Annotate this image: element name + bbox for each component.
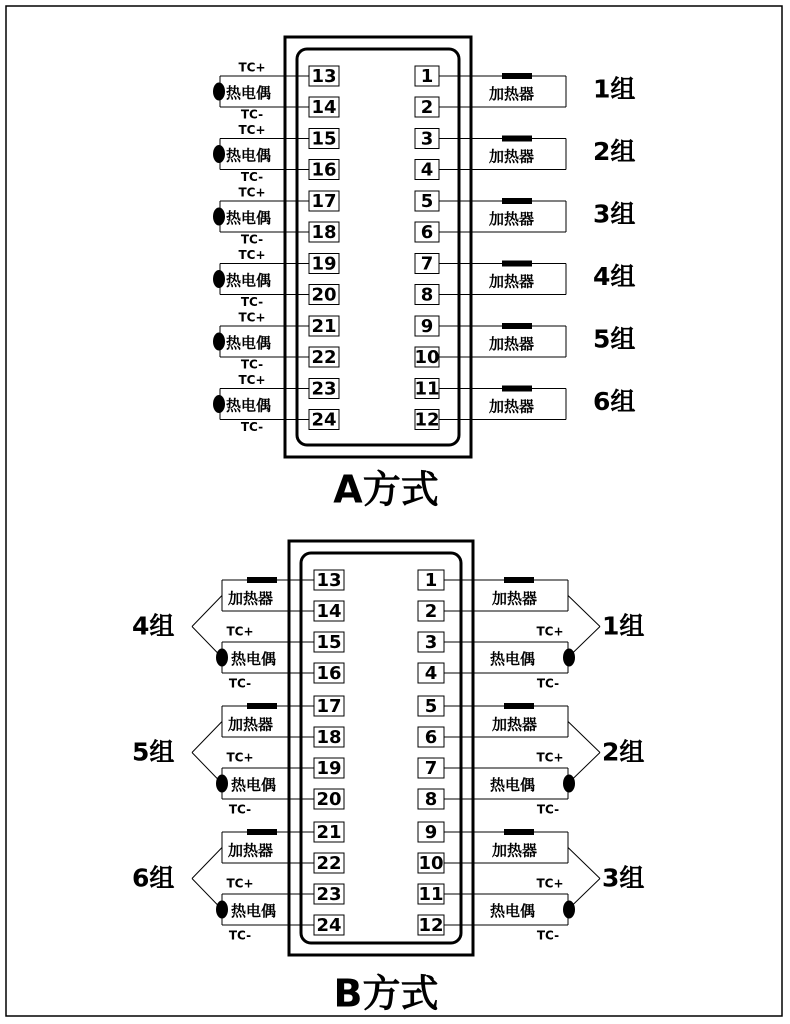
b-group-1组-tc-junction — [563, 649, 575, 667]
b-pin-6: 6 — [424, 727, 438, 748]
b-pin-20: 20 — [316, 789, 342, 810]
b-pin-2: 2 — [424, 601, 438, 622]
a-group-5-pin-21: 21 — [311, 316, 337, 337]
a-group-5-pin-10: 10 — [414, 347, 440, 368]
b-group-3组-brace-upper — [568, 848, 600, 879]
b-group-5组-brace-lower — [192, 753, 222, 784]
a-group-4-pin-19: 19 — [311, 253, 337, 275]
b-pin-10: 10 — [418, 853, 444, 874]
a-group-3-pin-5: 5 — [420, 191, 434, 212]
b-group-6组-brace-upper — [192, 848, 222, 879]
b-pin-21: 21 — [316, 822, 342, 843]
b-group-5组-brace-upper — [192, 722, 222, 753]
a-group-3-tc-junction — [213, 208, 225, 226]
b-group-3组-thermocouple-label: 热电偶 — [490, 902, 536, 920]
b-group-4组-tc-minus: TC- — [228, 676, 252, 691]
b-group-2组-tc-junction — [563, 775, 575, 793]
b-group-3组-heater-label: 加热器 — [492, 841, 538, 860]
b-group-2组-tc-plus: TC+ — [536, 750, 564, 765]
b-group-1组-brace-upper — [568, 596, 600, 627]
b-group-5组-heater-label: 加热器 — [228, 715, 274, 734]
b-group-6组-thermocouple-label: 热电偶 — [231, 902, 277, 920]
a-group-5-label: 5组 — [593, 324, 636, 354]
a-group-6-tc-junction — [213, 395, 225, 413]
b-group-1组-brace-lower — [568, 627, 600, 658]
b-group-3组-heater-symbol — [504, 829, 534, 835]
b-group-5组-heater-symbol — [247, 703, 277, 709]
a-group-5-tc-junction — [213, 333, 225, 351]
b-pin-8: 8 — [424, 789, 438, 810]
b-pin-18: 18 — [316, 727, 342, 748]
b-group-2组-label: 2组 — [602, 737, 645, 767]
b-pin-16: 16 — [316, 663, 342, 684]
a-group-5-thermocouple-label: 热电偶 — [226, 334, 272, 352]
b-group-3组-tc-minus: TC- — [536, 928, 560, 943]
b-group-6组-brace-lower — [192, 879, 222, 910]
a-group-1-tc-minus: TC- — [240, 107, 264, 122]
a-group-5-tc-minus: TC- — [240, 357, 264, 372]
a-group-2-heater-label: 加热器 — [489, 147, 535, 166]
a-group-1-tc-junction — [213, 83, 225, 101]
b-group-4组-heater-label: 加热器 — [228, 589, 274, 608]
a-group-1-heater-label: 加热器 — [489, 85, 535, 103]
b-group-2组-heater-symbol — [504, 703, 534, 709]
a-group-2-tc-minus: TC- — [240, 170, 264, 184]
a-group-1-heater-symbol — [502, 73, 532, 79]
a-group-1-pin-2: 2 — [420, 97, 434, 118]
b-pin-9: 9 — [424, 822, 438, 843]
b-pin-19: 19 — [316, 758, 342, 779]
b-group-5组-label: 5组 — [132, 737, 175, 767]
b-group-2组-brace-upper — [568, 722, 600, 753]
a-group-5-pin-22: 22 — [311, 347, 337, 368]
a-group-3-heater-label: 加热器 — [489, 210, 535, 228]
a-group-6-pin-11: 11 — [414, 378, 440, 400]
a-group-3-tc-minus: TC- — [240, 232, 264, 247]
a-group-3-heater-symbol — [502, 198, 532, 204]
a-group-2-label: 2组 — [593, 137, 636, 166]
a-group-5-pin-9: 9 — [420, 316, 434, 337]
b-group-4组-tc-plus: TC+ — [226, 624, 254, 639]
b-pin-7: 7 — [424, 758, 438, 779]
a-group-4-heater-symbol — [502, 261, 532, 267]
b-group-4组-heater-symbol — [247, 577, 277, 583]
a-group-4-tc-minus: TC- — [240, 295, 264, 309]
b-group-3组-tc-junction — [563, 901, 575, 919]
b-group-4组-brace-lower — [192, 627, 222, 658]
a-group-5-tc-plus: TC+ — [238, 310, 266, 325]
b-pin-15: 15 — [316, 632, 342, 653]
b-group-3组-brace-lower — [568, 879, 600, 910]
b-pin-17: 17 — [316, 696, 342, 717]
b-pin-23: 23 — [316, 884, 342, 905]
b-pin-5: 5 — [424, 696, 438, 717]
b-group-4组-label: 4组 — [132, 611, 175, 641]
b-pin-12: 12 — [418, 915, 444, 936]
a-group-6-label: 6组 — [593, 387, 636, 416]
a-group-2-thermocouple-label: 热电偶 — [226, 146, 272, 165]
a-group-2-tc-plus: TC+ — [238, 123, 266, 137]
b-group-3组-label: 3组 — [602, 863, 645, 893]
a-group-3-thermocouple-label: 热电偶 — [226, 209, 272, 227]
a-group-2-pin-4: 4 — [420, 159, 434, 181]
a-group-2-tc-junction — [213, 145, 225, 163]
b-group-6组-heater-symbol — [247, 829, 277, 835]
a-group-6-thermocouple-label: 热电偶 — [226, 396, 272, 415]
a-group-6-pin-24: 24 — [311, 409, 337, 431]
b-group-6组-tc-plus: TC+ — [226, 876, 254, 891]
a-group-4-heater-label: 加热器 — [489, 272, 535, 291]
diagram-layer — [132, 37, 644, 1016]
b-group-5组-tc-plus: TC+ — [226, 750, 254, 765]
b-group-1组-tc-minus: TC- — [536, 676, 560, 691]
a-group-2-pin-15: 15 — [311, 128, 337, 150]
a-group-6-heater-symbol — [502, 386, 532, 392]
b-pin-1: 1 — [424, 570, 438, 591]
b-pin-3: 3 — [424, 632, 438, 653]
b-caption: B方式 — [333, 971, 439, 1016]
a-group-1-label: 1组 — [593, 74, 636, 104]
a-group-6-heater-label: 加热器 — [489, 397, 535, 416]
b-group-1组-thermocouple-label: 热电偶 — [490, 650, 536, 668]
a-group-2-pin-3: 3 — [420, 128, 434, 150]
b-group-6组-label: 6组 — [132, 863, 175, 893]
b-group-1组-label: 1组 — [602, 611, 645, 641]
b-group-5组-tc-minus: TC- — [228, 802, 252, 817]
a-group-4-thermocouple-label: 热电偶 — [226, 271, 272, 290]
a-group-3-pin-18: 18 — [311, 222, 337, 243]
b-group-4组-thermocouple-label: 热电偶 — [231, 650, 277, 668]
b-group-1组-tc-plus: TC+ — [536, 624, 564, 639]
a-group-1-thermocouple-label: 热电偶 — [226, 84, 272, 102]
b-pin-4: 4 — [424, 663, 438, 684]
a-group-2-pin-16: 16 — [311, 159, 337, 181]
b-group-2组-heater-label: 加热器 — [492, 715, 538, 734]
b-group-1组-heater-symbol — [504, 577, 534, 583]
b-group-6组-tc-minus: TC- — [228, 928, 252, 943]
b-pin-13: 13 — [316, 570, 342, 591]
b-group-6组-heater-label: 加热器 — [228, 841, 274, 860]
a-group-3-tc-plus: TC+ — [238, 185, 266, 200]
a-group-5-heater-symbol — [502, 323, 532, 329]
a-group-4-pin-7: 7 — [420, 253, 434, 275]
a-group-4-tc-junction — [213, 270, 225, 288]
a-group-3-pin-17: 17 — [311, 191, 337, 212]
a-group-4-tc-plus: TC+ — [238, 248, 266, 262]
a-group-6-pin-23: 23 — [311, 378, 337, 400]
a-group-4-label: 4组 — [593, 262, 636, 291]
b-pin-14: 14 — [316, 601, 342, 622]
b-group-5组-thermocouple-label: 热电偶 — [231, 776, 277, 794]
a-group-3-pin-6: 6 — [420, 222, 434, 243]
a-group-6-pin-12: 12 — [414, 409, 440, 431]
b-group-3组-tc-plus: TC+ — [536, 876, 564, 891]
b-group-4组-brace-upper — [192, 596, 222, 627]
b-group-2组-brace-lower — [568, 753, 600, 784]
b-pin-11: 11 — [418, 884, 444, 905]
a-group-1-tc-plus: TC+ — [238, 60, 266, 75]
a-group-6-tc-plus: TC+ — [238, 373, 266, 387]
a-group-2-heater-symbol — [502, 136, 532, 142]
b-pin-24: 24 — [316, 915, 342, 936]
a-group-1-pin-1: 1 — [420, 66, 434, 87]
a-group-6-tc-minus: TC- — [240, 420, 264, 434]
b-pin-22: 22 — [316, 853, 342, 874]
a-caption: A方式 — [333, 467, 439, 512]
a-group-5-heater-label: 加热器 — [489, 335, 535, 353]
b-group-2组-tc-minus: TC- — [536, 802, 560, 817]
a-group-1-pin-13: 13 — [311, 66, 337, 87]
b-group-1组-heater-label: 加热器 — [492, 589, 538, 608]
a-group-4-pin-8: 8 — [420, 284, 434, 306]
a-group-4-pin-20: 20 — [311, 284, 337, 306]
a-group-3-label: 3组 — [593, 199, 636, 229]
a-group-1-pin-14: 14 — [311, 97, 337, 118]
b-group-2组-thermocouple-label: 热电偶 — [490, 776, 536, 794]
